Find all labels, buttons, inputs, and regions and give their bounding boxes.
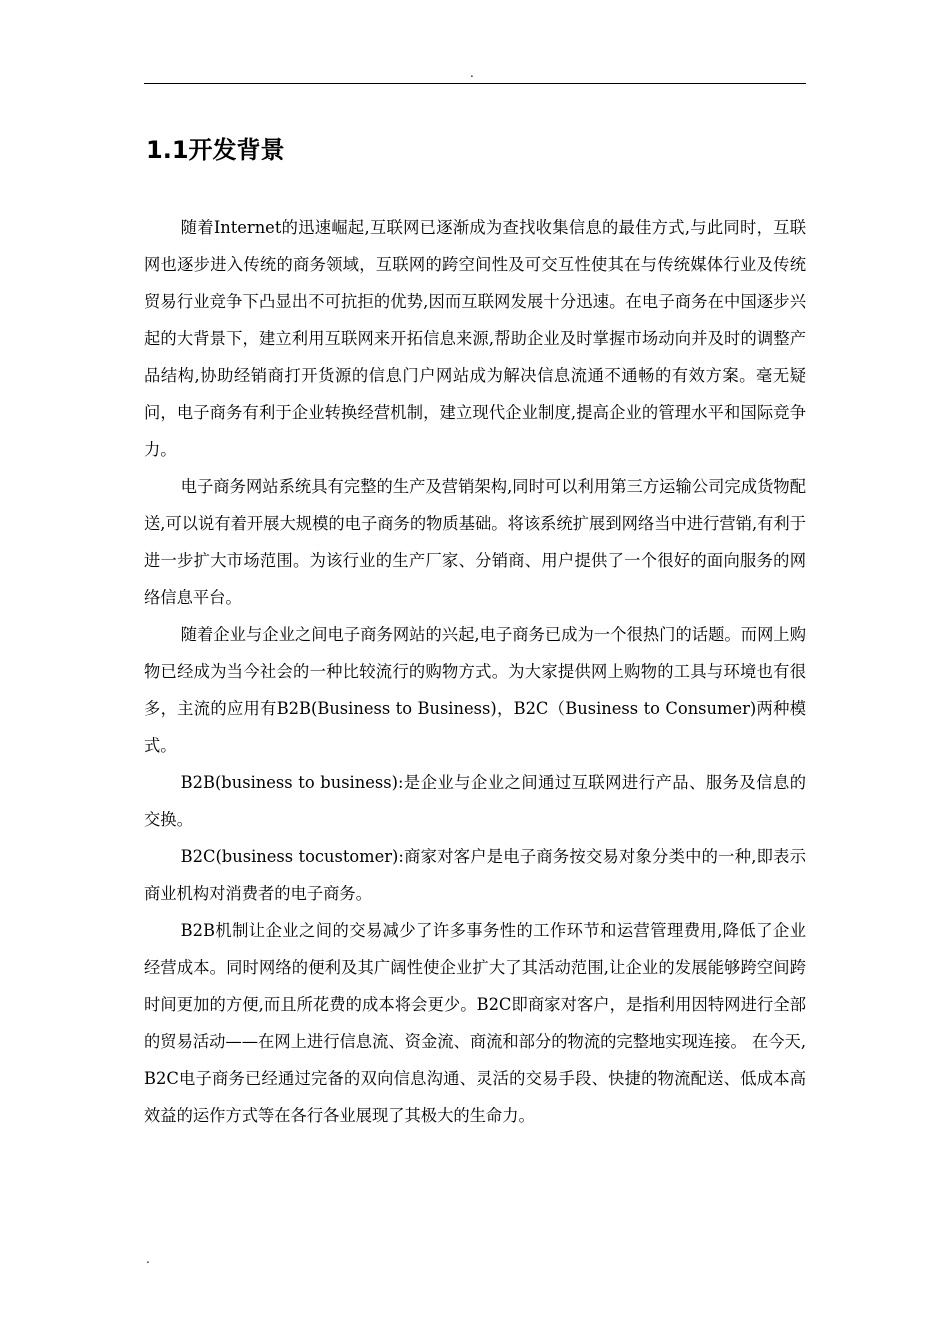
- paragraph-online-shopping: 随着企业与企业之间电子商务网站的兴起,电子商务已成为一个很热门的话题。而网上购物已经成为当今社会的一种比较流行的购物方式。为大家提供网上购物的工具与环境也有很多，主流的应用有B2B(Business to Business)，B2C（Business to Consumer)两种模式。: [144, 625, 806, 755]
- paragraph-b2b-definition: B2B(business to business):是企业与企业之间通过互联网进行产品、服务及信息的交换。: [144, 773, 806, 829]
- body-text: [144, 209, 806, 1134]
- paragraph-background: 随着Internet的迅速崛起,互联网已逐渐成为查找收集信息的最佳方式,与此同时，互联网也逐步进入传统的商务领域，互联网的跨空间性及可交互性使其在与传统媒体行业及传统贸易行业竞争下凸显出不可抗拒的优势,因而互联网发展十分迅速。在电子商务在中国逐步兴起的大背景下，建立利用互联网来开拓信息来源,帮助企业及时掌握市场动向并及时的调整产品结构,协助经销商打开货源的信息门户网站成为解决信息流通不通畅的有效方案。毫无疑问，电子商务有利于企业转换经营机制，建立现代企业制度,提高企业的管理水平和国际竞争力。: [144, 218, 806, 459]
- section-title: 1.1开发背景: [146, 136, 285, 164]
- paragraph-system: 电子商务网站系统具有完整的生产及营销架构,同时可以利用第三方运输公司完成货物配送,可以说有着开展大规模的电子商务的物质基础。将该系统扩展到网络当中进行营销,有利于进一步扩大市场范围。为该行业的生产厂家、分销商、用户提供了一个很好的面向服务的网络信息平台。: [144, 477, 806, 607]
- header-mark: .: [470, 66, 474, 80]
- footer-mark: .: [146, 1252, 150, 1266]
- header-rule: [144, 83, 806, 84]
- paragraph-b2c-definition: B2C(business tocustomer):商家对客户是电子商务按交易对象分类中的一种,即表示商业机构对消费者的电子商务。: [144, 847, 806, 903]
- paragraph-b2b-b2c-comparison: B2B机制让企业之间的交易减少了许多事务性的工作环节和运营管理费用,降低了企业经营成本。同时网络的便利及其广阔性使企业扩大了其活动范围,让企业的发展能够跨空间跨时间更加的方便,而且所花费的成本将会更少。B2C即商家对客户，是指利用因特网进行全部的贸易活动——在网上进行信息流、资金流、商流和部分的物流的完整地实现连接。 在今天,B2C电子商务已经通过完备的双向信息沟通、灵活的交易手段、快捷的物流配送、低成本高效益的运作方式等在各行各业展现了其极大的生命力。: [144, 921, 806, 1125]
